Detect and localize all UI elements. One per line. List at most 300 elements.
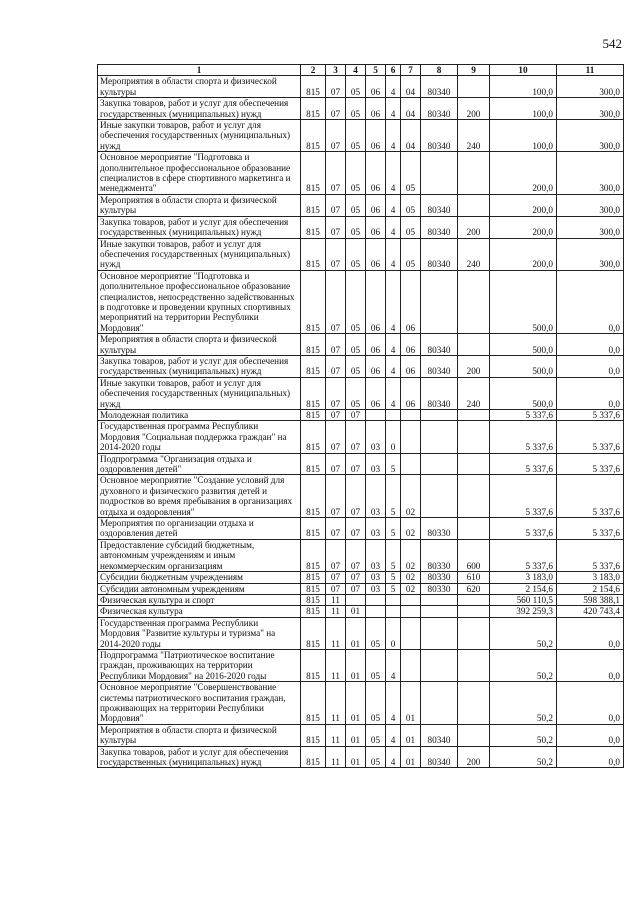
row-code-admin: 815 — [301, 120, 326, 152]
row-code-section: 11 — [326, 594, 346, 605]
row-amount-2018: 5 337,6 — [490, 421, 557, 453]
row-code-subprogram: 4 — [386, 334, 401, 356]
row-code-program: 05 — [366, 649, 386, 681]
table-row — [98, 746, 624, 768]
row-name: Основное мероприятие "Совершенствование системы патриотического воспитания граждан, проживающих на территории Республики Мордовия" — [98, 682, 301, 725]
row-code-subprogram: 4 — [386, 724, 401, 746]
row-amount-2019: 0,0 — [557, 334, 624, 356]
row-amount-2018: 100,0 — [490, 120, 557, 152]
table-row — [98, 518, 624, 540]
row-code-program — [366, 410, 386, 421]
row-code-subsection: 05 — [346, 216, 366, 238]
row-amount-2019: 0,0 — [557, 746, 624, 768]
row-name: Закупка товаров, работ и услуг для обеспечения государственных (муниципальных) нужд — [98, 98, 301, 120]
row-code-event — [401, 421, 421, 453]
row-amount-2019: 0,0 — [557, 270, 624, 333]
column-header: 11 — [557, 65, 624, 76]
row-code-section: 07 — [326, 238, 346, 270]
row-amount-2019: 5 337,6 — [557, 518, 624, 540]
row-amount-2018: 5 337,6 — [490, 453, 557, 475]
row-name: Основное мероприятие "Подготовка и дополнительное профессиональное образование специалистов, непосредственно задействованных в подготовке и проведении крупных спортивных мероприятий на территории Республики Мордовия" — [98, 270, 301, 333]
row-code-expense-type — [458, 453, 490, 475]
row-code-expense-type — [458, 334, 490, 356]
row-amount-2018: 500,0 — [490, 270, 557, 333]
row-code-program: 03 — [366, 421, 386, 453]
table-row — [98, 270, 624, 333]
row-amount-2019: 5 337,6 — [557, 539, 624, 571]
row-code-admin: 815 — [301, 410, 326, 421]
row-code-event: 01 — [401, 682, 421, 725]
row-code-direction: 80340 — [421, 98, 458, 120]
row-code-program: 06 — [366, 152, 386, 195]
row-code-expense-type — [458, 270, 490, 333]
table-row — [98, 539, 624, 571]
page-number: 542 — [602, 36, 622, 51]
row-code-direction: 80340 — [421, 216, 458, 238]
row-amount-2019: 300,0 — [557, 98, 624, 120]
row-code-section: 07 — [326, 216, 346, 238]
row-amount-2018: 500,0 — [490, 355, 557, 377]
row-code-program: 06 — [366, 120, 386, 152]
row-code-section: 11 — [326, 682, 346, 725]
row-code-event — [401, 453, 421, 475]
row-code-subprogram: 4 — [386, 270, 401, 333]
row-code-direction: 80340 — [421, 194, 458, 216]
row-code-event — [401, 617, 421, 649]
row-code-subprogram: 4 — [386, 152, 401, 195]
row-code-subsection: 05 — [346, 355, 366, 377]
row-code-subprogram: 5 — [386, 518, 401, 540]
row-code-expense-type — [458, 606, 490, 617]
row-code-subsection: 01 — [346, 746, 366, 768]
row-code-event: 02 — [401, 583, 421, 594]
row-code-direction — [421, 682, 458, 725]
row-code-expense-type — [458, 76, 490, 98]
row-amount-2019: 0,0 — [557, 377, 624, 409]
row-code-program: 03 — [366, 583, 386, 594]
table-row — [98, 194, 624, 216]
row-amount-2018: 50,2 — [490, 746, 557, 768]
row-amount-2018: 50,2 — [490, 724, 557, 746]
row-code-admin: 815 — [301, 334, 326, 356]
row-name: Государственная программа Республики Мордовия "Развитие культуры и туризма" на 2014-2020 годы — [98, 617, 301, 649]
row-code-direction — [421, 270, 458, 333]
row-code-subsection: 01 — [346, 724, 366, 746]
table-row — [98, 724, 624, 746]
row-amount-2018: 50,2 — [490, 617, 557, 649]
row-amount-2019: 300,0 — [557, 120, 624, 152]
row-code-event: 06 — [401, 270, 421, 333]
row-amount-2018: 100,0 — [490, 98, 557, 120]
row-code-event: 06 — [401, 334, 421, 356]
row-code-event — [401, 410, 421, 421]
row-amount-2019: 0,0 — [557, 355, 624, 377]
row-code-section: 07 — [326, 98, 346, 120]
row-code-subsection: 01 — [346, 682, 366, 725]
row-code-direction: 80340 — [421, 238, 458, 270]
row-amount-2019: 300,0 — [557, 152, 624, 195]
row-code-direction: 80340 — [421, 120, 458, 152]
row-code-subsection: 07 — [346, 572, 366, 583]
row-code-direction — [421, 606, 458, 617]
row-code-direction: 80330 — [421, 572, 458, 583]
row-name: Субсидии автономным учреждениям — [98, 583, 301, 594]
row-code-admin: 815 — [301, 649, 326, 681]
row-code-section: 07 — [326, 152, 346, 195]
table-row — [98, 682, 624, 725]
row-code-expense-type: 600 — [458, 539, 490, 571]
row-code-subsection: 07 — [346, 453, 366, 475]
row-amount-2019: 5 337,6 — [557, 410, 624, 421]
row-amount-2019: 300,0 — [557, 194, 624, 216]
row-amount-2019: 5 337,6 — [557, 421, 624, 453]
row-code-subprogram: 4 — [386, 377, 401, 409]
row-code-section: 07 — [326, 270, 346, 333]
row-code-subprogram: 5 — [386, 453, 401, 475]
row-code-direction — [421, 152, 458, 195]
row-amount-2018: 392 259,3 — [490, 606, 557, 617]
row-code-program: 03 — [366, 475, 386, 518]
row-code-event: 02 — [401, 518, 421, 540]
row-amount-2018: 500,0 — [490, 334, 557, 356]
row-code-expense-type: 240 — [458, 238, 490, 270]
row-code-program: 06 — [366, 98, 386, 120]
table-row — [98, 421, 624, 453]
row-code-subprogram: 0 — [386, 421, 401, 453]
row-code-subsection — [346, 594, 366, 605]
row-code-subprogram: 4 — [386, 194, 401, 216]
row-code-program: 05 — [366, 682, 386, 725]
row-code-subprogram: 4 — [386, 120, 401, 152]
table-row — [98, 617, 624, 649]
row-code-program: 05 — [366, 617, 386, 649]
row-code-admin: 815 — [301, 76, 326, 98]
row-code-event: 05 — [401, 216, 421, 238]
row-code-subsection: 05 — [346, 238, 366, 270]
row-code-direction — [421, 475, 458, 518]
row-code-event: 01 — [401, 746, 421, 768]
row-name: Предоставление субсидий бюджетным, автономным учреждениям и иным некоммерческим организациям — [98, 539, 301, 571]
row-code-section: 11 — [326, 746, 346, 768]
row-code-program — [366, 594, 386, 605]
row-code-program: 06 — [366, 238, 386, 270]
table-row — [98, 152, 624, 195]
row-code-program: 06 — [366, 76, 386, 98]
table-row — [98, 453, 624, 475]
row-code-admin: 815 — [301, 355, 326, 377]
row-code-event — [401, 594, 421, 605]
row-code-program: 05 — [366, 724, 386, 746]
row-code-event: 02 — [401, 475, 421, 518]
row-amount-2018: 3 183,0 — [490, 572, 557, 583]
row-code-event: 04 — [401, 120, 421, 152]
row-name: Подпрограмма "Организация отдыха и оздоровления детей" — [98, 453, 301, 475]
row-code-subsection: 05 — [346, 270, 366, 333]
row-amount-2019: 300,0 — [557, 76, 624, 98]
row-code-section: 07 — [326, 120, 346, 152]
row-name: Подпрограмма "Патриотическое воспитание граждан, проживающих на территории Республики Мордовия" на 2016-2020 годы — [98, 649, 301, 681]
row-code-admin: 815 — [301, 152, 326, 195]
row-name: Государственная программа Республики Мордовия "Социальная поддержка граждан" на 2014-2020 годы — [98, 421, 301, 453]
row-amount-2018: 200,0 — [490, 152, 557, 195]
row-code-subsection: 07 — [346, 475, 366, 518]
row-name: Иные закупки товаров, работ и услуг для обеспечения государственных (муниципальных) нужд — [98, 120, 301, 152]
row-code-admin: 815 — [301, 682, 326, 725]
row-code-direction — [421, 410, 458, 421]
table-row — [98, 572, 624, 583]
row-amount-2019: 0,0 — [557, 724, 624, 746]
row-code-event: 02 — [401, 572, 421, 583]
row-code-subsection: 01 — [346, 649, 366, 681]
row-code-direction — [421, 421, 458, 453]
row-amount-2019: 598 388,1 — [557, 594, 624, 605]
row-code-subsection: 05 — [346, 377, 366, 409]
row-code-section: 07 — [326, 583, 346, 594]
row-code-section: 07 — [326, 475, 346, 518]
row-code-program: 06 — [366, 216, 386, 238]
row-name: Мероприятия в области спорта и физической культуры — [98, 334, 301, 356]
row-amount-2018: 200,0 — [490, 216, 557, 238]
row-code-section: 07 — [326, 539, 346, 571]
row-code-expense-type — [458, 682, 490, 725]
column-header: 7 — [401, 65, 421, 76]
row-name: Мероприятия по организации отдыха и оздоровления детей — [98, 518, 301, 540]
row-code-admin: 815 — [301, 572, 326, 583]
row-code-admin: 815 — [301, 606, 326, 617]
budget-table — [97, 64, 624, 768]
row-code-event: 02 — [401, 539, 421, 571]
row-code-subprogram: 0 — [386, 617, 401, 649]
row-code-event: 05 — [401, 238, 421, 270]
row-code-expense-type: 240 — [458, 120, 490, 152]
table-row — [98, 377, 624, 409]
row-code-expense-type — [458, 594, 490, 605]
row-code-subsection: 01 — [346, 606, 366, 617]
row-code-admin: 815 — [301, 539, 326, 571]
header-row — [98, 65, 624, 76]
row-code-section: 07 — [326, 377, 346, 409]
row-code-program: 06 — [366, 355, 386, 377]
row-code-expense-type: 610 — [458, 572, 490, 583]
row-code-subprogram: 4 — [386, 746, 401, 768]
row-name: Мероприятия в области спорта и физической культуры — [98, 76, 301, 98]
row-code-expense-type — [458, 724, 490, 746]
row-code-admin: 815 — [301, 238, 326, 270]
row-code-expense-type — [458, 410, 490, 421]
row-code-subprogram: 5 — [386, 572, 401, 583]
row-code-program: 06 — [366, 270, 386, 333]
row-amount-2018: 50,2 — [490, 682, 557, 725]
row-code-program: 03 — [366, 572, 386, 583]
row-code-event: 05 — [401, 152, 421, 195]
row-name: Мероприятия в области спорта и физической культуры — [98, 724, 301, 746]
table-row — [98, 334, 624, 356]
table-row — [98, 410, 624, 421]
row-name: Физическая культура — [98, 606, 301, 617]
row-code-direction: 80330 — [421, 583, 458, 594]
row-code-event — [401, 606, 421, 617]
row-code-expense-type: 200 — [458, 746, 490, 768]
row-code-event: 05 — [401, 194, 421, 216]
row-name: Субсидии бюджетным учреждениям — [98, 572, 301, 583]
row-code-section: 07 — [326, 410, 346, 421]
row-code-subprogram — [386, 606, 401, 617]
row-code-event — [401, 649, 421, 681]
row-code-subsection: 05 — [346, 98, 366, 120]
row-code-program: 03 — [366, 518, 386, 540]
row-code-subsection: 07 — [346, 583, 366, 594]
column-header: 9 — [458, 65, 490, 76]
row-code-expense-type: 200 — [458, 216, 490, 238]
row-code-direction: 80340 — [421, 355, 458, 377]
row-code-section: 07 — [326, 453, 346, 475]
row-code-subprogram — [386, 410, 401, 421]
table-row — [98, 120, 624, 152]
column-header: 5 — [366, 65, 386, 76]
row-name: Мероприятия в области спорта и физической культуры — [98, 194, 301, 216]
row-code-subprogram: 4 — [386, 238, 401, 270]
row-name: Физическая культура и спорт — [98, 594, 301, 605]
column-header: 10 — [490, 65, 557, 76]
row-code-subsection: 07 — [346, 539, 366, 571]
row-code-direction: 80340 — [421, 377, 458, 409]
row-code-section: 11 — [326, 724, 346, 746]
row-code-section: 11 — [326, 606, 346, 617]
row-code-expense-type: 200 — [458, 355, 490, 377]
row-code-admin: 815 — [301, 270, 326, 333]
row-code-admin: 815 — [301, 98, 326, 120]
row-code-subprogram — [386, 594, 401, 605]
row-code-section: 11 — [326, 649, 346, 681]
row-code-expense-type — [458, 475, 490, 518]
row-code-subprogram: 4 — [386, 98, 401, 120]
row-code-expense-type — [458, 152, 490, 195]
row-code-program: 06 — [366, 377, 386, 409]
row-amount-2019: 0,0 — [557, 617, 624, 649]
row-code-program: 03 — [366, 539, 386, 571]
row-code-subsection: 05 — [346, 152, 366, 195]
row-name: Закупка товаров, работ и услуг для обеспечения государственных (муниципальных) нужд — [98, 355, 301, 377]
row-amount-2018: 100,0 — [490, 76, 557, 98]
row-amount-2018: 5 337,6 — [490, 410, 557, 421]
row-code-subsection: 05 — [346, 334, 366, 356]
row-name: Основное мероприятие "Подготовка и дополнительное профессиональное образование специалистов в сфере спортивного маркетинга и менеджмента" — [98, 152, 301, 195]
row-code-subprogram: 4 — [386, 216, 401, 238]
row-code-program: 06 — [366, 334, 386, 356]
row-code-expense-type: 620 — [458, 583, 490, 594]
row-code-event: 06 — [401, 377, 421, 409]
column-header: 8 — [421, 65, 458, 76]
row-name: Основное мероприятие "Создание условий для духовного и физического развития детей и подростков во время пребывания в организациях отдыха и оздоровления" — [98, 475, 301, 518]
row-code-admin: 815 — [301, 194, 326, 216]
row-code-subprogram: 5 — [386, 539, 401, 571]
row-code-admin: 815 — [301, 583, 326, 594]
row-amount-2019: 5 337,6 — [557, 475, 624, 518]
row-code-admin: 815 — [301, 475, 326, 518]
row-code-subprogram: 4 — [386, 649, 401, 681]
column-header: 4 — [346, 65, 366, 76]
row-amount-2019: 2 154,6 — [557, 583, 624, 594]
row-code-direction — [421, 453, 458, 475]
row-code-section: 07 — [326, 194, 346, 216]
row-code-program: 06 — [366, 194, 386, 216]
row-amount-2018: 5 337,6 — [490, 475, 557, 518]
row-code-subprogram: 5 — [386, 583, 401, 594]
row-amount-2018: 50,2 — [490, 649, 557, 681]
column-header: 2 — [301, 65, 326, 76]
row-code-subprogram: 5 — [386, 475, 401, 518]
row-amount-2018: 500,0 — [490, 377, 557, 409]
row-code-subsection: 05 — [346, 76, 366, 98]
row-amount-2018: 5 337,6 — [490, 539, 557, 571]
row-amount-2019: 0,0 — [557, 649, 624, 681]
row-amount-2018: 5 337,6 — [490, 518, 557, 540]
table-row — [98, 606, 624, 617]
row-code-admin: 815 — [301, 216, 326, 238]
row-code-direction — [421, 617, 458, 649]
row-code-section: 07 — [326, 76, 346, 98]
row-code-subsection: 07 — [346, 410, 366, 421]
row-code-subprogram: 4 — [386, 682, 401, 725]
row-code-subprogram: 4 — [386, 355, 401, 377]
row-code-direction: 80340 — [421, 746, 458, 768]
row-code-admin: 815 — [301, 421, 326, 453]
row-amount-2019: 300,0 — [557, 238, 624, 270]
row-amount-2019: 5 337,6 — [557, 453, 624, 475]
row-code-direction: 80330 — [421, 539, 458, 571]
row-code-admin: 815 — [301, 617, 326, 649]
row-code-subsection: 01 — [346, 617, 366, 649]
row-code-section: 07 — [326, 421, 346, 453]
row-name: Иные закупки товаров, работ и услуг для обеспечения государственных (муниципальных) нужд — [98, 238, 301, 270]
row-code-program: 03 — [366, 453, 386, 475]
row-code-direction: 80340 — [421, 76, 458, 98]
row-code-admin: 815 — [301, 453, 326, 475]
row-code-section: 07 — [326, 518, 346, 540]
row-code-direction: 80340 — [421, 334, 458, 356]
row-code-admin: 815 — [301, 746, 326, 768]
row-name: Молодежная политика — [98, 410, 301, 421]
column-header: 3 — [326, 65, 346, 76]
row-code-event: 06 — [401, 355, 421, 377]
row-amount-2019: 420 743,4 — [557, 606, 624, 617]
row-code-subprogram: 4 — [386, 76, 401, 98]
row-code-direction — [421, 649, 458, 681]
row-code-direction: 80330 — [421, 518, 458, 540]
row-code-admin: 815 — [301, 724, 326, 746]
table-row — [98, 594, 624, 605]
row-code-subsection: 05 — [346, 120, 366, 152]
column-header: 6 — [386, 65, 401, 76]
table-row — [98, 76, 624, 98]
row-code-admin: 815 — [301, 594, 326, 605]
row-name: Закупка товаров, работ и услуг для обеспечения государственных (муниципальных) нужд — [98, 216, 301, 238]
table-row — [98, 216, 624, 238]
table-row — [98, 649, 624, 681]
row-code-program: 05 — [366, 746, 386, 768]
row-code-event: 04 — [401, 98, 421, 120]
row-name: Иные закупки товаров, работ и услуг для обеспечения государственных (муниципальных) нужд — [98, 377, 301, 409]
table-row — [98, 355, 624, 377]
row-amount-2019: 3 183,0 — [557, 572, 624, 583]
row-code-event: 04 — [401, 76, 421, 98]
row-code-expense-type — [458, 421, 490, 453]
row-code-section: 11 — [326, 617, 346, 649]
row-code-direction — [421, 594, 458, 605]
row-code-direction: 80340 — [421, 724, 458, 746]
row-amount-2019: 0,0 — [557, 682, 624, 725]
row-code-admin: 815 — [301, 377, 326, 409]
